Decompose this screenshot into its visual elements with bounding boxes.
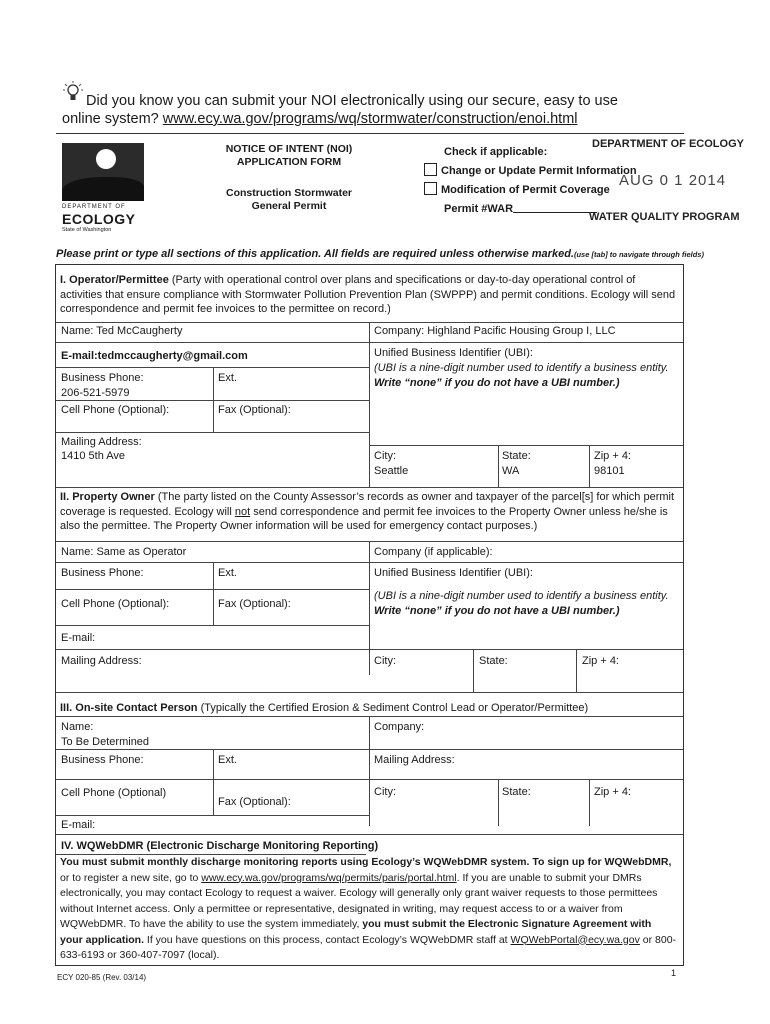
s4-line-1: You must submit monthly discharge monitoring reports using Ecology’s WQWebDMR system. To sign up for WQWebDMR, [60, 856, 672, 868]
s4-line-6c: or 800- [639, 933, 677, 946]
stamp-date: AUG 0 1 2014 [619, 172, 727, 189]
s1-state-label: State: [502, 450, 531, 462]
section-1-header [56, 273, 683, 317]
s3-mailing-address[interactable]: Mailing Address: [374, 754, 455, 766]
check-heading: Check if applicable: [444, 146, 548, 158]
s2-name[interactable]: Name: Same as Operator [61, 546, 187, 558]
s2-company[interactable]: Company (if applicable): [374, 546, 493, 558]
form-number: ECY 020-85 (Rev. 03/14) [57, 973, 147, 982]
section-4-body [56, 855, 683, 964]
divider [56, 692, 683, 693]
section-1-description: (Party with operational control over plans and specifications or day-to-day operational control of activities that ensure compliance with Stormwater Pollution Prevention Plan (SWPPP) and permit conditions. Ecology will send correspondence and permit fee invoices to the permittee on record.) [60, 274, 676, 315]
stamp-department: DEPARTMENT OF ECOLOGY [592, 138, 744, 150]
s1-business-phone-label: Business Phone: [61, 372, 144, 384]
s3-name-value[interactable]: To Be Determined [61, 736, 150, 748]
s2-business-phone[interactable]: Business Phone: [61, 567, 144, 579]
s1-zip-value[interactable]: 98101 [594, 465, 625, 477]
s3-ext[interactable]: Ext. [218, 754, 237, 766]
divider [56, 649, 683, 650]
s2-ubi-note-1: (UBI is a nine-digit number used to identify a business entity. [374, 590, 669, 602]
section-1-title: I. Operator/Permittee [60, 274, 169, 286]
header-divider [56, 133, 684, 134]
s1-city-value[interactable]: Seattle [374, 465, 409, 477]
s3-state[interactable]: State: [502, 786, 531, 798]
permit-number-label: Permit #WAR [444, 203, 514, 215]
divider [56, 400, 369, 401]
s1-business-phone-value[interactable]: 206-521-5979 [61, 387, 130, 399]
divider [56, 432, 369, 433]
divider [473, 649, 474, 692]
s3-zip[interactable]: Zip + 4: [594, 786, 631, 798]
section-2-header [56, 490, 683, 534]
s2-email[interactable]: E-mail: [61, 632, 96, 644]
s4-line-3: electronically, you may contact Ecology to request a waiver. Ecology will generally only grant waiver requests to those permittees [60, 887, 658, 899]
divider [213, 749, 214, 815]
instructions [56, 248, 704, 260]
divider [56, 815, 369, 816]
notice-line-2 [62, 110, 578, 128]
divider [56, 749, 683, 750]
ecology-logo [62, 143, 144, 235]
logo-hills [62, 177, 144, 201]
s4-line-2a: or to register a new site, go to [60, 871, 202, 884]
modification-label: Modification of Permit Coverage [441, 184, 610, 196]
s1-mailing-label: Mailing Address: [61, 436, 142, 448]
enoi-link[interactable]: www.ecy.wa.gov/programs/wq/stormwater/construction/enoi.html [162, 111, 578, 127]
s2-fax[interactable]: Fax (Optional): [218, 598, 291, 610]
form-title-line-1: NOTICE OF INTENT (NOI) [225, 143, 353, 155]
divider [498, 445, 499, 487]
s1-cell-phone[interactable]: Cell Phone (Optional): [61, 404, 170, 416]
portal-link[interactable]: www.ecy.wa.gov/programs/wq/permits/paris/portal.html [201, 871, 457, 884]
s1-name[interactable]: Name: Ted McCaugherty [61, 325, 183, 337]
logo-name: ECOLOGY [62, 211, 136, 227]
s3-fax[interactable]: Fax (Optional): [218, 796, 291, 808]
logo-sun [96, 149, 116, 169]
logo-state: State of Washington [62, 227, 112, 233]
s4-line-4: without Internet access. Only a permittee or representative, designated in writing, may request access to or a waiver from [60, 902, 623, 915]
stamp-program: WATER QUALITY PROGRAM [589, 211, 740, 223]
section-3-description: (Typically the Certified Erosion & Sediment Control Lead or Operator/Permittee) [200, 702, 589, 714]
divider [56, 487, 683, 488]
divider [56, 834, 683, 835]
notice-line-2-text: online system? [62, 111, 163, 127]
logo-dept: DEPARTMENT OF [62, 204, 126, 210]
page-number: 1 [671, 968, 677, 978]
s3-city[interactable]: City: [374, 786, 396, 798]
s3-company[interactable]: Company: [374, 721, 425, 733]
s1-fax[interactable]: Fax (Optional): [218, 404, 291, 416]
section-3-header [56, 701, 683, 716]
s1-zip-label: Zip + 4: [594, 450, 631, 462]
divider [589, 779, 590, 826]
s2-state[interactable]: State: [479, 655, 508, 667]
divider [56, 625, 369, 626]
s2-mailing-address[interactable]: Mailing Address: [61, 655, 142, 667]
divider [56, 562, 683, 563]
s2-zip[interactable]: Zip + 4: [582, 655, 619, 667]
lightbulb-icon [62, 80, 84, 106]
permit-number-field[interactable] [513, 202, 597, 213]
divider [213, 562, 214, 625]
section-4-title: IV. WQWebDMR (Electronic Discharge Monitoring Reporting) [61, 840, 379, 852]
s1-ubi-label[interactable]: Unified Business Identifier (UBI): [374, 347, 533, 359]
divider [369, 322, 370, 487]
s4-line-5b: you must submit the Electronic Signature Agreement with [362, 918, 652, 930]
s2-ext[interactable]: Ext. [218, 567, 237, 579]
section-2-desc-b: send correspondence and permit fee invoices to the Property Owner unless he/she is also the permittee. The Property Owner information will be used for emergency contact purposes.) [60, 505, 668, 532]
form-title-line-3: Construction Stormwater General Permit [225, 187, 352, 212]
divider [589, 445, 590, 487]
s4-line-5 [60, 917, 679, 933]
s2-city[interactable]: City: [374, 655, 396, 667]
s2-cell-phone[interactable]: Cell Phone (Optional): [61, 598, 170, 610]
s1-ext[interactable]: Ext. [218, 372, 237, 384]
s4-line-6 [60, 933, 679, 949]
divider [56, 342, 683, 343]
s4-line-6b: If you have questions on this process, contact Ecology’s WQWebDMR staff at [144, 933, 511, 946]
section-3-title: III. On-site Contact Person [60, 702, 198, 714]
s4-line-2 [60, 871, 679, 887]
form-title [206, 143, 372, 213]
s3-name-label: Name: [61, 721, 94, 733]
webportal-email-link[interactable]: WQWebPortal@ecy.wa.gov [510, 933, 640, 946]
section-2-title: II. Property Owner [60, 491, 155, 503]
instructions-main: Please print or type all sections of this application. All fields are required unless otherwise marked. [56, 248, 574, 260]
divider [56, 589, 369, 590]
s3-cell-phone[interactable]: Cell Phone (Optional) [61, 787, 167, 799]
divider [369, 445, 683, 446]
s3-email[interactable]: E-mail: [61, 819, 96, 831]
s4-line-5a: WQWebDMR. To have the ability to use the system immediately, [60, 918, 363, 930]
s4-line-7: 633-6193 or 360-407-7097 (local). [60, 949, 220, 961]
s4-line-2b: . If you are unable to submit your DMRs [456, 871, 642, 884]
s2-ubi-note-2: Write “none” if you do not have a UBI number.) [374, 605, 620, 617]
form-title-line-2: APPLICATION FORM [236, 156, 342, 168]
s2-ubi-label[interactable]: Unified Business Identifier (UBI): [374, 567, 533, 579]
s1-city-label: City: [374, 450, 396, 462]
modification-checkbox[interactable] [424, 182, 437, 195]
s4-line-6a: your application. [60, 933, 145, 946]
s1-ubi-note-2: Write “none” if you do not have a UBI number.) [374, 377, 620, 389]
s3-business-phone[interactable]: Business Phone: [61, 754, 144, 766]
instructions-tab-note: (use [tab] to navigate through fields) [573, 250, 704, 259]
divider [369, 716, 370, 826]
divider [576, 649, 577, 692]
noi-form [55, 264, 684, 966]
s1-company[interactable]: Company: Highland Pacific Housing Group I, LLC [374, 325, 616, 337]
s1-ubi-note-1: (UBI is a nine-digit number used to identify a business entity. [374, 362, 669, 374]
logo-image [62, 143, 144, 201]
change-update-checkbox[interactable] [424, 163, 437, 176]
change-update-label: Change or Update Permit Information [441, 165, 637, 177]
s1-email[interactable]: E-mail:tedmccaugherty@gmail.com [61, 350, 248, 362]
section-2-desc-a: (The party listed on the County Assessor’s records as owner and taxpayer of the parcel[s] for which permit coverage is requested. Ecology will [60, 491, 675, 518]
s1-mailing-value[interactable]: 1410 5th Ave [61, 450, 126, 462]
notice-line-1: Did you know you can submit your NOI electronically using our secure, easy to use [86, 93, 618, 109]
divider [498, 779, 499, 826]
s1-state-value[interactable]: WA [502, 465, 520, 477]
section-2-desc-not: not [234, 505, 251, 518]
